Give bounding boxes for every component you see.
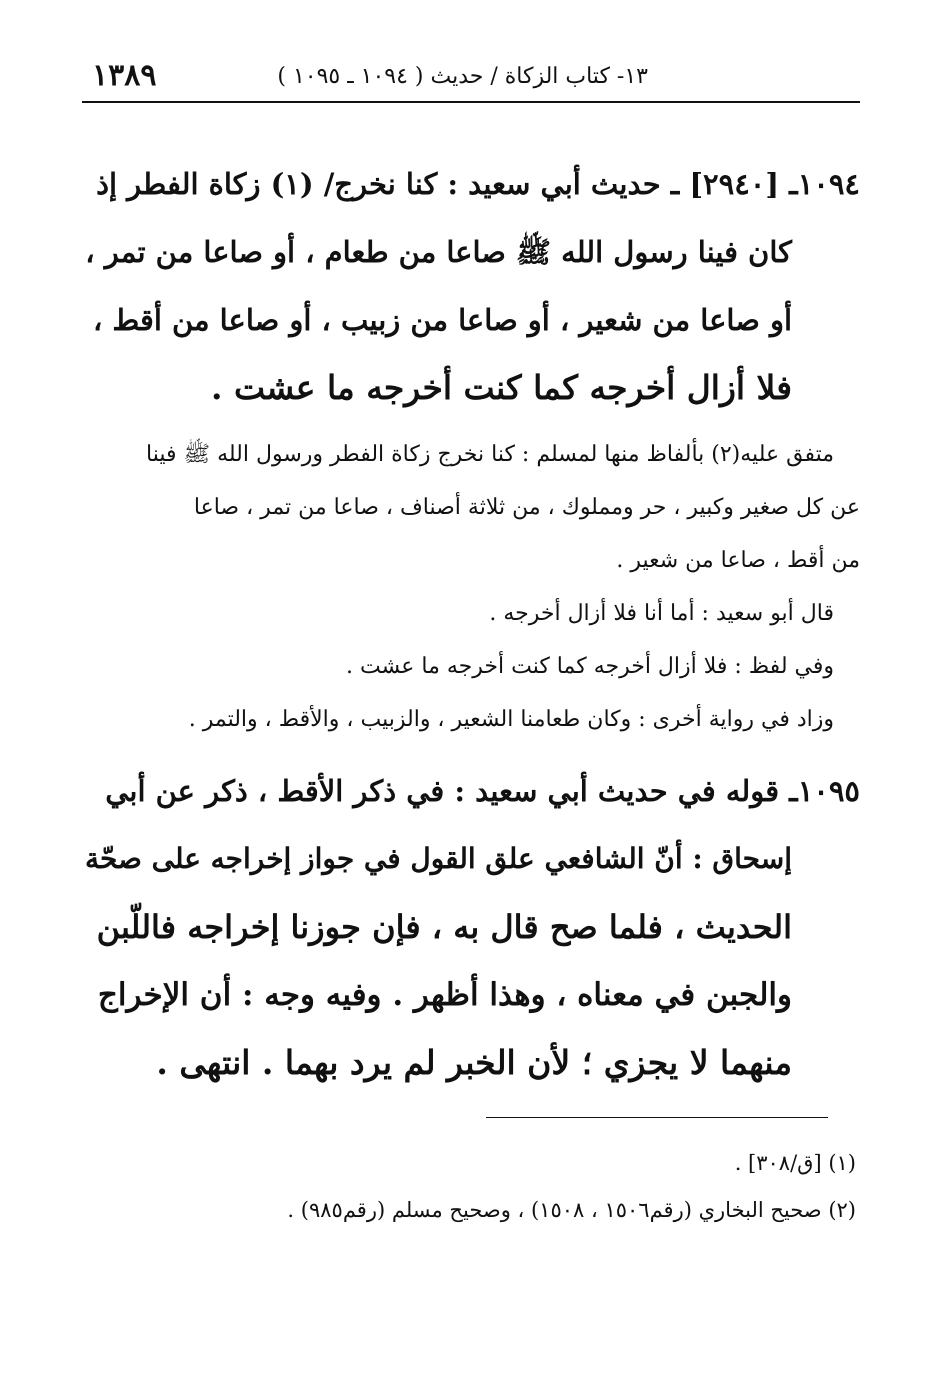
hadith-1094	[82, 150, 860, 422]
header-divider	[82, 101, 860, 103]
hadith-1094-line: كان فينا رسول الله ﷺ صاعا من طعام ، أو صاعا من تمر ،	[85, 235, 792, 269]
footnote-2: (٢) صحيح البخاري (رقم١٥٠٦ ، ١٥٠٨) ، وصحيح مسلم (رقم٩٨٥) .	[287, 1198, 856, 1222]
takhrij-line: من أقط ، صاعا من شعير .	[616, 548, 860, 573]
running-header	[82, 56, 860, 100]
hadith-1094-line: فلا أزال أخرجه كما كنت أخرجه ما عشت .	[210, 368, 792, 407]
takhrij-paragraph	[82, 428, 860, 746]
hadith-1095-line: إسحاق : أنّ الشافعي علق القول في جواز إخراجه على صحّة	[85, 842, 792, 875]
footnote-1: (١) [ق/٣٠٨] .	[734, 1151, 856, 1175]
hadith-1095-line: الحديث ، فلما صح قال به ، فإن جوزنا إخراجه فاللّبن	[96, 908, 792, 946]
hadith-1095-line: والجبن في معناه ، وهذا أظهر . وفيه وجه : أن الإخراج	[97, 977, 792, 1013]
footnotes	[82, 1140, 860, 1234]
footnote-divider	[486, 1117, 828, 1118]
hadith-1094-line: أو صاعا من شعير ، أو صاعا من زبيب ، أو صاعا من أقط ،	[92, 303, 792, 337]
takhrij-line: وزاد في رواية أخرى : وكان طعامنا الشعير ، والزبيب ، والأقط ، والتمر .	[188, 707, 834, 732]
hadith-1095-line: منهما لا يجزي ؛ لأن الخبر لم يرد بهما . انتهى .	[156, 1043, 792, 1082]
hadith-1094-line: ١٠٩٤ـ [٢٩٤٠] ـ حديث أبي سعيد : كنا نخرج/ (١) زكاة الفطر إذ	[96, 167, 860, 201]
page-number: ١٣٨٩	[92, 58, 157, 93]
header-title: ١٣- كتاب الزكاة / حديث ( ١٠٩٤ ـ ١٠٩٥ )	[277, 64, 648, 89]
hadith-1095	[82, 757, 860, 1097]
takhrij-line: وفي لفظ : فلا أزال أخرجه كما كنت أخرجه ما عشت .	[346, 654, 834, 679]
hadith-1095-line: ١٠٩٥ـ قوله في حديث أبي سعيد : في ذكر الأقط ، ذكر عن أبي	[105, 774, 860, 808]
takhrij-line: قال أبو سعيد : أما أنا فلا أزال أخرجه .	[489, 601, 834, 626]
takhrij-line: عن كل صغير وكبير ، حر ومملوك ، من ثلاثة أصناف ، صاعا من تمر ، صاعا	[193, 495, 860, 520]
takhrij-line: متفق عليه(٢) بألفاظ منها لمسلم : كنا نخرج زكاة الفطر ورسول الله ﷺ فينا	[146, 442, 834, 467]
